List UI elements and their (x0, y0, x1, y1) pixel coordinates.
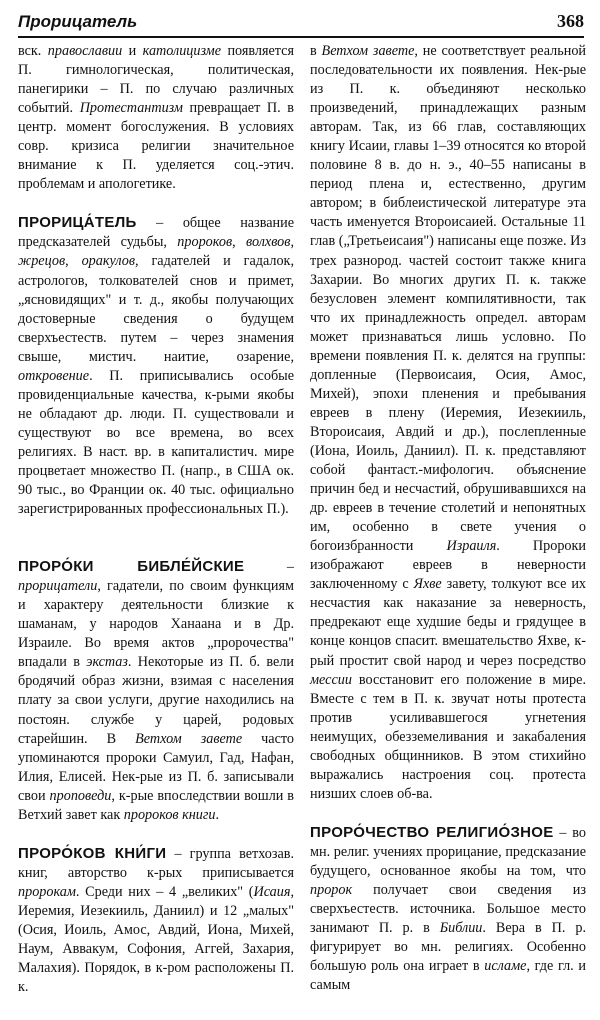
entry-headword: ПРОРО́КОВ КНИ́ГИ (18, 844, 167, 862)
entry-headword: ПРОРИЦА́ТЕЛЬ (18, 214, 137, 232)
left-column (18, 42, 294, 997)
entry-headword: ПРОРО́КИ БИБЛЕ́ЙСКИЕ (18, 558, 245, 576)
continuation-paragraph: вск. православии и католицизме появляется П. гимнологическая, политическая, панегирики – П. по случаю различных событий. Протестантизм превращает П. в центр. момент богослужения. В условиях совр. кризиса религии значительное внимание к П. уделяется соц.-этич. проблемам и апологетике. (18, 43, 294, 193)
entry-headword: ПРОРО́ЧЕСТВО РЕЛИГИО́ЗНОЕ (310, 823, 554, 841)
running-head: Прорицатель (18, 12, 138, 31)
page-header (18, 8, 584, 38)
entry-proroki-biblejskie: ПРОРО́КИ БИБЛЕ́ЙСКИЕ – прорицатели, гадатели, по своим функциям и характеру деятельности близкие к шаманам, у народов Ханаана и в Др. Израиле. Во время актов „пророчества" впадали в экстаз. Некоторые из П. б. вели бродячий образ жизни, взимая с населения плату за свои услуги, другие находились на постоян. службе у царей, родовых старейшин. В Ветхом завете часто упоминаются пророки Самуил, Гад, Нафан, Илия, Елисей. Нек-рые из П. б. записывали свои проповеди, к-рые впоследствии вошли в Ветхий завет как пророков книги. (18, 558, 295, 823)
right-column (310, 42, 586, 995)
entry-prorochestvo-religioznoe: ПРОРО́ЧЕСТВО РЕЛИГИО́ЗНОЕ – во мн. религ. учениях прорицание, предсказание будущего, основанное якобы на том, что пророк получает свои сведения из сверхъестеств. источника. Большое место занимают П. р. в Библии. Вера в П. р. фигурирует во мн. религиях. Особенно большую роль она играет в исламе, где гл. и самым (310, 823, 586, 994)
page-number: 368 (557, 11, 584, 31)
entry-prorokov-knigi: ПРОРО́КОВ КНИ́ГИ – группа ветхозав. книг, авторство к-рых приписывается пророкам. Среди них – 4 „великих" (Исаия, Иеремия, Иезекииль, Даниил) и 12 „малых" (Осия, Иоиль, Амос, Авдий, Иона, Михей, Наум, Аввакум, Софония, Аггей, Захария, Малахия). Порядок, в к-ром расположены П. к. (18, 844, 294, 996)
continuation-paragraph: в Ветхом завете, не соответствует реальной последовательности их появления. Нек-рые из П. к. объединяют несколько произведений, принадлежащих разным авторам. Так, из 66 глав, составляющих книгу Исаии, главы 1–39 относятся ко второй половине 8 в. до н. э., 40–55 написаны в период плена и, естественно, другим автором; в библеистической литературе эта часть именуется Второисаией. Остальные 11 глав („Третьеисаия") написаны еще позже. Из трех разнород. частей состоит также книга Захарии. Во многих других П. к. также безусловен элемент компилятивности, так что их принадлежность определ. авторам может признаваться лишь условно. По времени появления П. к. делятся на группы: допленные (Первоисаия, Осия, Амос, Михей), эпохи пленения и пребывания евреев в плену (Иеремия, Иезекииль, Второисаия, Авдий и др.), послепленные (Иона, Иоиль, Даниил). П. к. представляют собой фантаст.-мифологич. объяснение причин бед и несчастий, обрушивавшихся на др. евреев в течение столетий и непонятных им, особенно в свете учения о богоизбранности Израиля. Пророки изображают евреев в неверности заключенному с Яхве завету, толкуют все их несчастия как наказание за неверность, предрекают еще худшие беды и грядущее в конце концов спасит. вмешательство Яхве, к-рый простит свой народ и через посредство мессии восстановит его положение в мире. Вместе с тем в П. к. звучат ноты протеста против усиливавшегося угнетения неимущих, обезземеливания и закабаления свободных общинников. В этом стихийно выражались настроения соц. протеста низших слоев об-ва. (310, 43, 587, 802)
entry-proricatel: ПРОРИЦА́ТЕЛЬ – общее название предсказателей судьбы, пророков, волхвов, жрецов, оракулов, гадателей и гадалок, астрологов, толкователей снов и примет, „ясновидящих" и т. д., якобы получающих достоверные сведения о будущем сверхъестеств. путем – через знамения свыше, мистич. наитие, озарение, откровение. П. приписывались особые провиденциальные качества, к-рыми якобы не обладают др. люди. П. существовали и существуют во все времена, во всех религиях. В наст. вр. в капиталистич. мире процветает множество П. (напр., в США ок. 90 тыс., во Франции ок. 40 тыс. официально зарегистрированных профессиональных П.). (18, 214, 295, 518)
